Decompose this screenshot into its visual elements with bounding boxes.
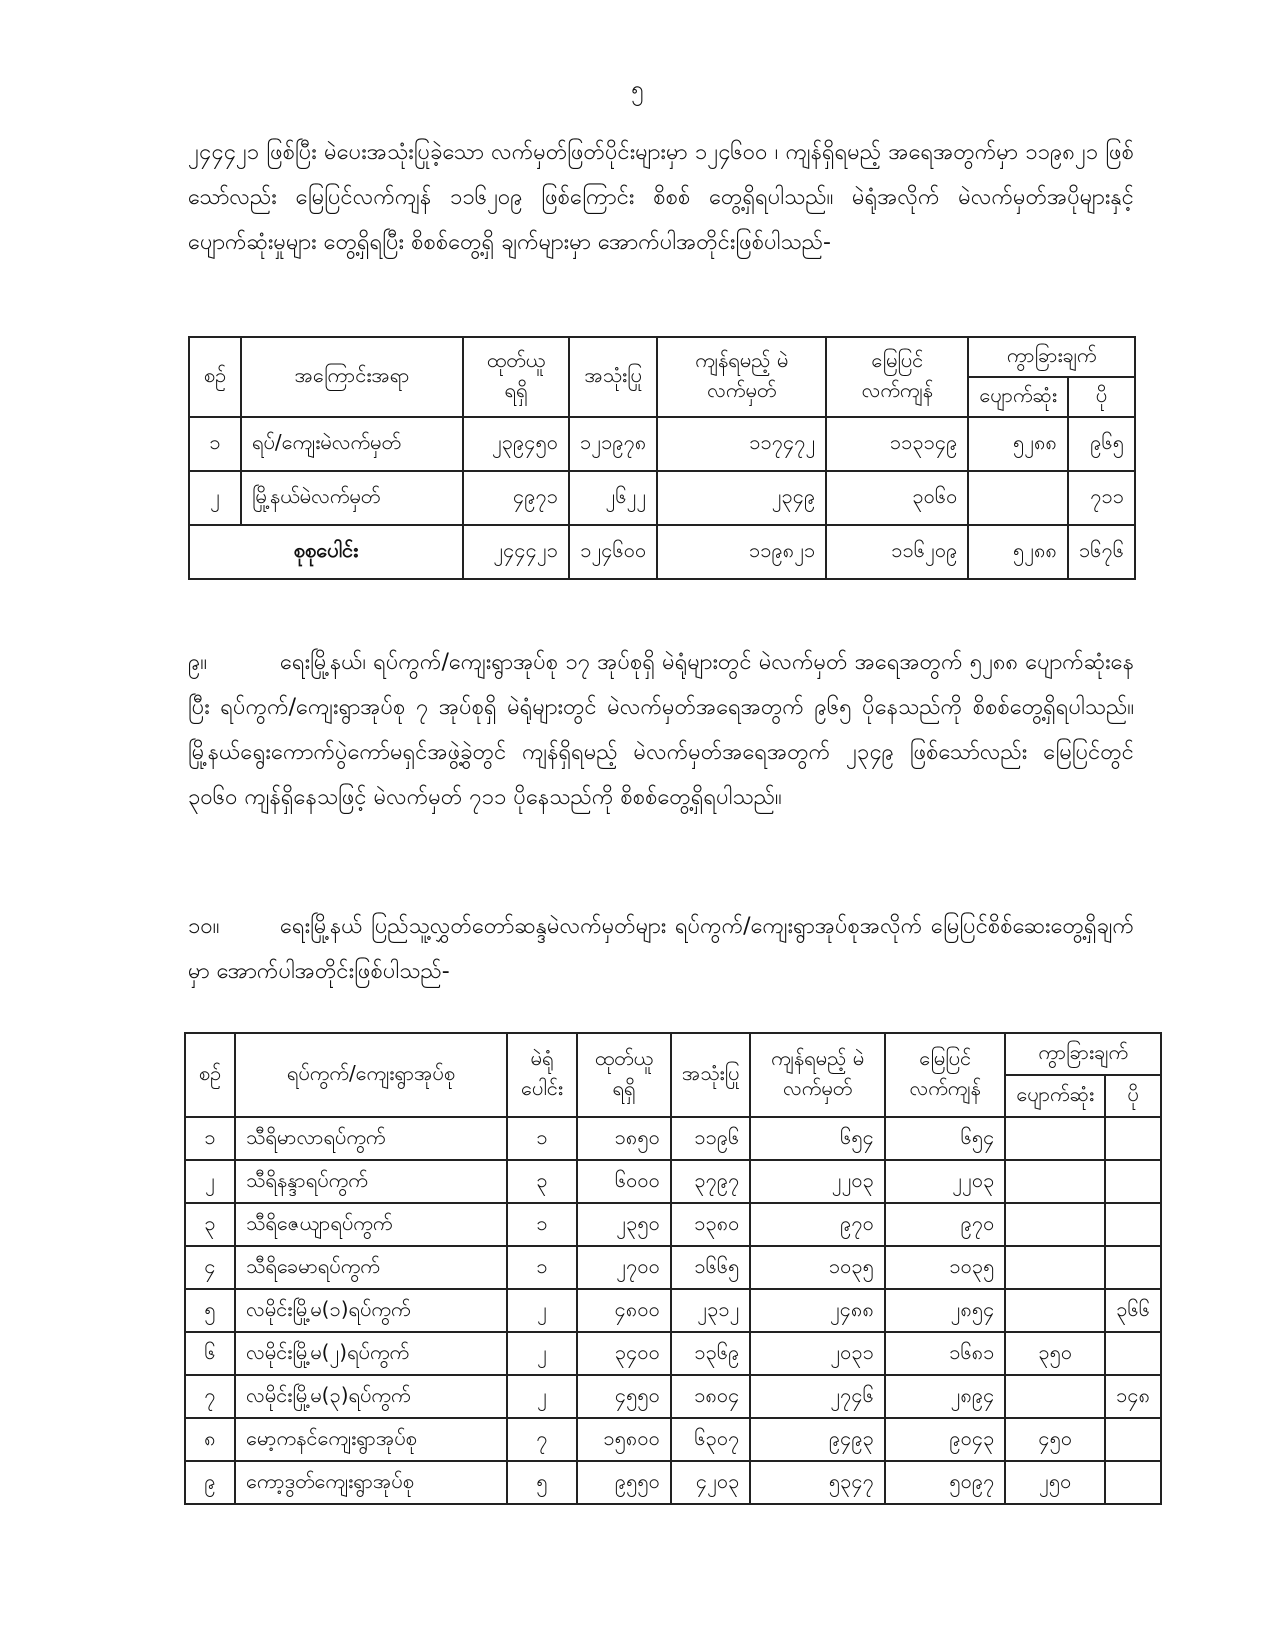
cell-no: ၄ — [185, 1246, 235, 1289]
header-used: အသုံးပြု — [671, 1033, 751, 1117]
cell-remaining: ၉၄၉၃ — [750, 1418, 885, 1461]
header-reason: အကြောင်းအရာ — [241, 337, 463, 417]
header-difference: ကွာခြားချက် — [1005, 1033, 1161, 1075]
intro-paragraph: ၂၄၄၄၂၁ ဖြစ်ပြီး မဲပေးအသုံးပြုခဲ့သော လက်မှတ်ဖြတ်ပိုင်းများမှာ ၁၂၄၆၀၀ ၊ ကျန်ရှိရမည့် အရေအတွက်မှာ ၁၁၉၈၂၁ ဖြစ်သော်လည်း မြေပြင်လက်ကျန် ၁၁၆၂၀၉ ဖြစ်ကြောင်း စိစစ် တွေ့ရှိရပါသည်။ မဲရုံအလိုက် မဲလက်မှတ်အပိုများနှင့် ပျောက်ဆုံးမှုများ တွေ့ရှိရပြီး စိစစ်တွေ့ရှိ ချက်များမှာ အောက်ပါအတိုင်းဖြစ်ပါသည်- — [188, 140, 1134, 255]
header-ground: မြေပြင် လက်ကျန် — [826, 337, 968, 417]
cell-no: ၆ — [185, 1332, 235, 1375]
cell-lost — [1005, 1160, 1105, 1203]
cell-ground: ၁၀၃၅ — [885, 1246, 1005, 1289]
cell-no: ၇ — [185, 1375, 235, 1418]
cell-remaining: ၅၃၄၇ — [750, 1461, 885, 1504]
cell-stations: ၂ — [507, 1289, 577, 1332]
table-row — [185, 1246, 1161, 1289]
cell-received: ၃၄၀၀ — [577, 1332, 671, 1375]
cell-remaining: ၂၇၄၆ — [750, 1375, 885, 1418]
header-no: စဉ် — [189, 337, 241, 417]
cell-received: ၄၉၇၁ — [463, 471, 569, 525]
cell-used: ၂၆၂၂ — [569, 471, 657, 525]
cell-ward: သီရိဇေယျာရပ်ကွက် — [235, 1203, 507, 1246]
cell-ward: လမိုင်းမြို့မ(၁)ရပ်ကွက် — [235, 1289, 507, 1332]
cell-ward: ကော့ဒွတ်ကျေးရွာအုပ်စု — [235, 1461, 507, 1504]
cell-received: ၁၅၈၀၀ — [577, 1418, 671, 1461]
cell-extra — [1105, 1117, 1161, 1160]
cell-received: ၁၈၅၀ — [577, 1117, 671, 1160]
cell-ground: ၉၀၄၃ — [885, 1418, 1005, 1461]
paragraph-10 — [188, 904, 1134, 994]
header-received: ထုတ်ယူ ရရှိ — [577, 1033, 671, 1117]
paragraph-10-number: ၁၀။ — [188, 914, 220, 939]
cell-extra: ၇၁၁ — [1068, 471, 1135, 525]
cell-received: ၄၅၅၀ — [577, 1375, 671, 1418]
total-lost: ၅၂၈၈ — [968, 525, 1068, 579]
cell-ward: သီရိနန္ဒာရပ်ကွက် — [235, 1160, 507, 1203]
cell-lost — [1005, 1203, 1105, 1246]
cell-ward: သီရိမာလာရပ်ကွက် — [235, 1117, 507, 1160]
table-row — [189, 471, 1135, 525]
header-used: အသုံးပြု — [569, 337, 657, 417]
cell-no: ၁ — [189, 417, 241, 471]
cell-extra: ၉၆၅ — [1068, 417, 1135, 471]
cell-ground: ၂၂၀၃ — [885, 1160, 1005, 1203]
cell-used: ၁၃၈၀ — [671, 1203, 751, 1246]
cell-used: ၄၂၀၃ — [671, 1461, 751, 1504]
cell-no: ၂ — [185, 1160, 235, 1203]
paragraph-9-text: ရေးမြို့နယ်၊ ရပ်ကွက်/ကျေးရွာအုပ်စု ၁၇ အုပ်စုရှိ မဲရုံများတွင် မဲလက်မှတ် အရေအတွက် ၅၂၈၈ ပျောက်ဆုံးနေပြီး ရပ်ကွက်/ကျေးရွာအုပ်စု ၇ အုပ်စုရှိ မဲရုံများတွင် မဲလက်မှတ်အရေအတွက် ၉၆၅ ပိုနေသည်ကို စိစစ်တွေ့ရှိရပါသည်။ မြို့နယ်ရွေးကောက်ပွဲကော်မရှင်အဖွဲ့ခွဲတွင် ကျန်ရှိရမည့် မဲလက်မှတ်အရေအတွက် ၂၃၄၉ ဖြစ်သော်လည်း မြေပြင်တွင် ၃၀၆၀ ကျန်ရှိနေသဖြင့် မဲလက်မှတ် ၇၁၁ ပိုနေသည်ကို စိစစ်တွေ့ရှိရပါသည်။ — [188, 650, 1134, 810]
cell-stations: ၃ — [507, 1160, 577, 1203]
cell-extra: ၃၆၆ — [1105, 1289, 1161, 1332]
cell-remaining: ၉၇၀ — [750, 1203, 885, 1246]
cell-lost: ၂၅၀ — [1005, 1461, 1105, 1504]
cell-stations: ၁ — [507, 1117, 577, 1160]
cell-remaining: ၁၁၇၄၇၂ — [657, 417, 826, 471]
header-no: စဉ် — [185, 1033, 235, 1117]
cell-lost: ၄၅၀ — [1005, 1418, 1105, 1461]
table-row — [189, 417, 1135, 471]
cell-stations: ၇ — [507, 1418, 577, 1461]
header-ground: မြေပြင် လက်ကျန် — [885, 1033, 1005, 1117]
cell-ward: သီရိခေမာရပ်ကွက် — [235, 1246, 507, 1289]
total-ground: ၁၁၆၂၀၉ — [826, 525, 968, 579]
cell-remaining: ၂၃၄၉ — [657, 471, 826, 525]
cell-received: ၂၃၉၄၅၀ — [463, 417, 569, 471]
table-row — [185, 1418, 1161, 1461]
paragraph-9-number: ၉။ — [188, 650, 208, 675]
cell-ward: လမိုင်းမြို့မ(၂)ရပ်ကွက် — [235, 1332, 507, 1375]
cell-extra — [1105, 1160, 1161, 1203]
cell-ground: ၆၅၄ — [885, 1117, 1005, 1160]
cell-extra — [1105, 1461, 1161, 1504]
header-ward: ရပ်ကွက်/ကျေးရွာအုပ်စု — [235, 1033, 507, 1117]
cell-extra — [1105, 1246, 1161, 1289]
cell-extra: ၁၄၈ — [1105, 1375, 1161, 1418]
total-used: ၁၂၄၆၀၀ — [569, 525, 657, 579]
paragraph-9 — [188, 640, 1134, 820]
header-lost: ပျောက်ဆုံး — [1005, 1075, 1105, 1117]
cell-no: ၈ — [185, 1418, 235, 1461]
header-difference: ကွာခြားချက် — [968, 337, 1135, 377]
header-remaining: ကျန်ရမည့် မဲလက်မှတ် — [750, 1033, 885, 1117]
cell-remaining: ၂၂၀၃ — [750, 1160, 885, 1203]
cell-used: ၆၃၀၇ — [671, 1418, 751, 1461]
cell-received: ၂၃၅၀ — [577, 1203, 671, 1246]
cell-no: ၉ — [185, 1461, 235, 1504]
header-extra: ပို — [1105, 1075, 1161, 1117]
cell-lost — [968, 471, 1068, 525]
cell-received: ၄၈၀၀ — [577, 1289, 671, 1332]
cell-extra — [1105, 1332, 1161, 1375]
table-row — [185, 1289, 1161, 1332]
total-label: စုစုပေါင်း — [189, 525, 463, 579]
header-received: ထုတ်ယူ ရရှိ — [463, 337, 569, 417]
cell-stations: ၁ — [507, 1203, 577, 1246]
table-row — [185, 1203, 1161, 1246]
cell-received: ၆၀၀၀ — [577, 1160, 671, 1203]
cell-used: ၂၃၁၂ — [671, 1289, 751, 1332]
cell-lost — [1005, 1246, 1105, 1289]
cell-ground: ၁၆၈၁ — [885, 1332, 1005, 1375]
cell-extra — [1105, 1418, 1161, 1461]
cell-remaining: ၆၅၄ — [750, 1117, 885, 1160]
cell-stations: ၂ — [507, 1332, 577, 1375]
cell-lost: ၅၂၈၈ — [968, 417, 1068, 471]
cell-received: ၂၇၀၀ — [577, 1246, 671, 1289]
paragraph-10-text: ရေးမြို့နယ် ပြည်သူ့လွှတ်တော်ဆန္ဒမဲလက်မှတ်များ ရပ်ကွက်/ကျေးရွာအုပ်စုအလိုက် မြေပြင်စိစ်ဆေးတွေ့ရှိချက်မှာ အောက်ပါအတိုင်းဖြစ်ပါသည်- — [188, 914, 1134, 984]
total-extra: ၁၆၇၆ — [1068, 525, 1135, 579]
cell-remaining: ၂၄၈၈ — [750, 1289, 885, 1332]
cell-reason: မြို့နယ်မဲလက်မှတ် — [241, 471, 463, 525]
header-lost: ပျောက်ဆုံး — [968, 377, 1068, 417]
cell-used: ၁၈၀၄ — [671, 1375, 751, 1418]
ballot-summary-table — [188, 336, 1136, 580]
cell-no: ၂ — [189, 471, 241, 525]
table-row — [185, 1160, 1161, 1203]
cell-ground: ၂၈၅၄ — [885, 1289, 1005, 1332]
cell-no: ၁ — [185, 1117, 235, 1160]
cell-remaining: ၁၀၃၅ — [750, 1246, 885, 1289]
total-remaining: ၁၁၉၈၂၁ — [657, 525, 826, 579]
cell-extra — [1105, 1203, 1161, 1246]
cell-lost: ၃၅၀ — [1005, 1332, 1105, 1375]
header-extra: ပို — [1068, 377, 1135, 417]
cell-used: ၃၇၉၇ — [671, 1160, 751, 1203]
cell-ward: မော့ကနင်ကျေးရွာအုပ်စု — [235, 1418, 507, 1461]
header-remaining: ကျန်ရမည့် မဲလက်မှတ် — [657, 337, 826, 417]
cell-remaining: ၂၀၃၁ — [750, 1332, 885, 1375]
cell-lost — [1005, 1375, 1105, 1418]
cell-used: ၁၆၆၅ — [671, 1246, 751, 1289]
cell-lost — [1005, 1289, 1105, 1332]
cell-used: ၁၁၉၆ — [671, 1117, 751, 1160]
cell-no: ၅ — [185, 1289, 235, 1332]
cell-no: ၃ — [185, 1203, 235, 1246]
cell-ground: ၂၈၉၄ — [885, 1375, 1005, 1418]
header-stations: မဲရုံ ပေါင်း — [507, 1033, 577, 1117]
cell-reason: ရပ်/ကျေးမဲလက်မှတ် — [241, 417, 463, 471]
cell-ward: လမိုင်းမြို့မ(၃)ရပ်ကွက် — [235, 1375, 507, 1418]
cell-ground: ၉၇၀ — [885, 1203, 1005, 1246]
page-number: ၅ — [631, 77, 644, 102]
total-received: ၂၄၄၄၂၁ — [463, 525, 569, 579]
cell-ground: ၅၀၉၇ — [885, 1461, 1005, 1504]
ward-ballot-table — [184, 1032, 1162, 1505]
table-row — [185, 1461, 1161, 1504]
cell-lost — [1005, 1117, 1105, 1160]
table-row — [185, 1117, 1161, 1160]
cell-used: ၁၃၆၉ — [671, 1332, 751, 1375]
table-row — [185, 1375, 1161, 1418]
table-row — [185, 1332, 1161, 1375]
cell-received: ၉၅၅၀ — [577, 1461, 671, 1504]
total-row — [189, 525, 1135, 579]
cell-stations: ၅ — [507, 1461, 577, 1504]
cell-stations: ၂ — [507, 1375, 577, 1418]
cell-stations: ၁ — [507, 1246, 577, 1289]
cell-ground: ၃၀၆၀ — [826, 471, 968, 525]
cell-used: ၁၂၁၉၇၈ — [569, 417, 657, 471]
cell-ground: ၁၁၃၁၄၉ — [826, 417, 968, 471]
